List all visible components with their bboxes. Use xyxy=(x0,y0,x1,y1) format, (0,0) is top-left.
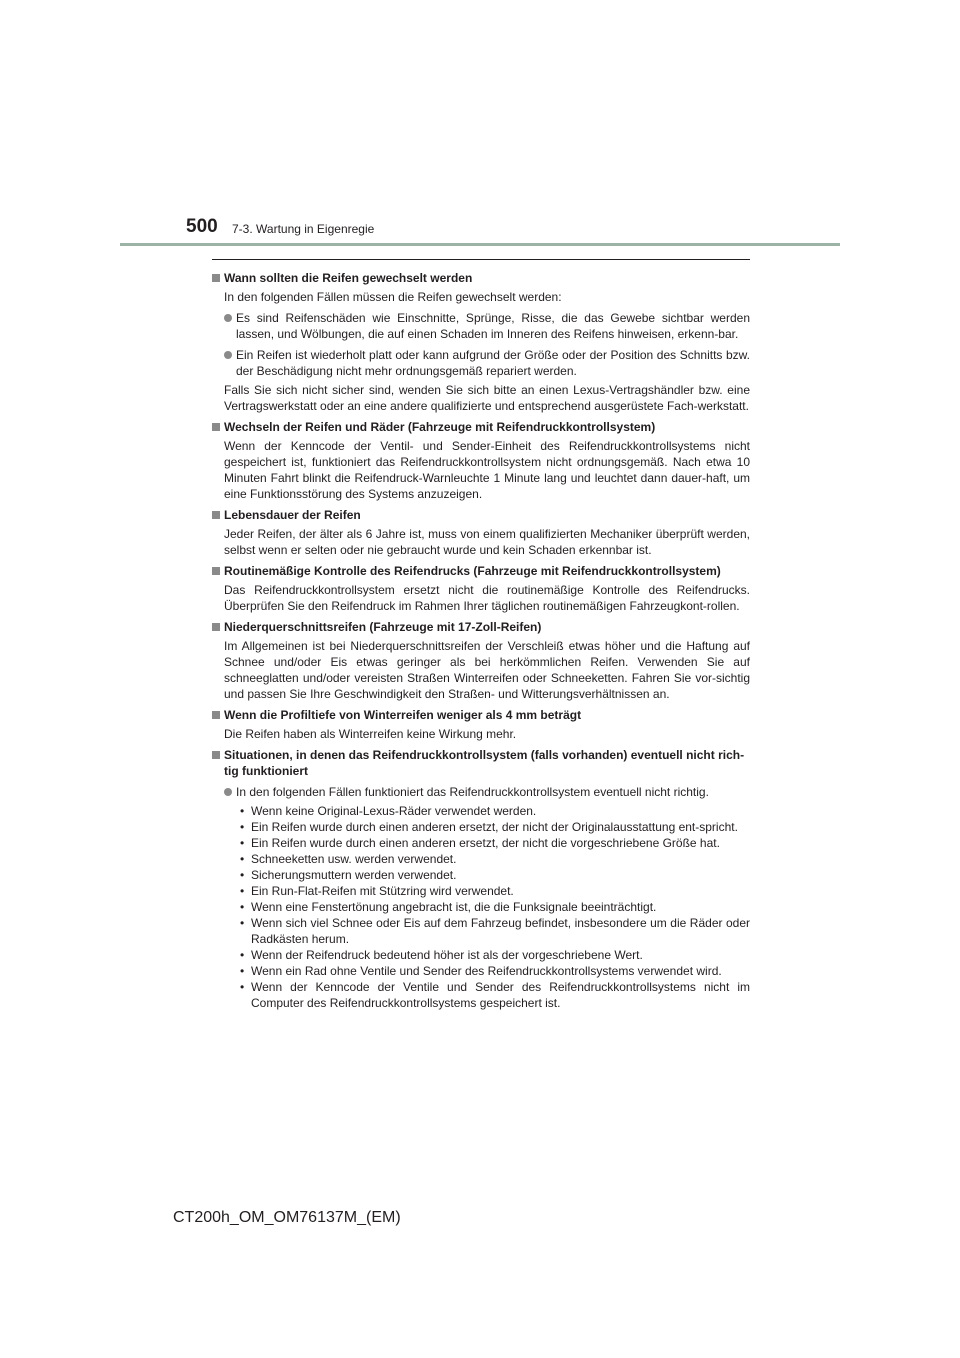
list-item-text: Ein Reifen wurde durch einen anderen ersetzt, der nicht die vorgeschriebene Größe hat. xyxy=(251,836,720,850)
section-heading xyxy=(212,507,750,523)
list-item-text: Wenn ein Rad ohne Ventile und Sender des Reifendruckkontrollsystems verwendet wird. xyxy=(251,964,722,978)
dot-marker-icon: • xyxy=(240,964,245,978)
section-heading xyxy=(212,619,750,635)
section-heading-text: Wenn die Profiltiefe von Winterreifen weniger als 4 mm beträgt xyxy=(224,708,582,722)
section-heading-text: Wechseln der Reifen und Räder (Fahrzeuge mit Reifendruckkontrollsystem) xyxy=(224,420,656,434)
bullet-text: Ein Reifen ist wiederholt platt oder kann aufgrund der Größe oder der Position des Schnitts bzw. der Beschädigung nicht mehr ordnungsgemäß repariert werden. xyxy=(236,348,750,378)
bullet-text: In den folgenden Fällen funktioniert das Reifendruckkontrollsystem eventuell nicht richtig. xyxy=(236,785,709,799)
content-body xyxy=(212,270,750,1016)
dot-marker-icon: • xyxy=(240,980,245,994)
section-low-profile-tires xyxy=(212,619,750,702)
dot-marker-icon: • xyxy=(240,820,245,834)
dot-marker-icon: • xyxy=(240,852,245,866)
section-heading xyxy=(212,270,750,286)
section-paragraph: Wenn der Kenncode der Ventil- und Sender-Einheit des Reifendruckkontrollsystems nicht gespeichert ist, funktioniert das Reifendruckkontrollsystem nicht ordnungsgemäß. Nach etwa 10 Minuten Fahrt blinkt die Reifendruck-Warnleuchte 1 Minute lang und leuchtet dann dauer-haft, um eine Funktionsstörung des Systems anzuzeigen. xyxy=(224,439,750,501)
section-paragraph: Im Allgemeinen ist bei Niederquerschnittsreifen der Verschleiß etwas höher und die Haftung auf Schnee und/oder Eis etwas geringer als bei herkömmlichen Reifen. Verwenden Sie auf schneeglatten und/oder vereisten Straßen Winterreifen oder Schneeketten. Fahren Sie vor-sichtig und passen Sie Ihre Geschwindigkeit den Straßen- und Witterungsverhältnissen an. xyxy=(224,639,750,701)
square-bullet-icon xyxy=(212,711,220,719)
list-item-text: Wenn sich viel Schnee oder Eis auf dem Fahrzeug befindet, insbesondere um die Räder oder Radkästen herum. xyxy=(251,916,750,946)
list-item xyxy=(212,803,750,819)
bullet-item xyxy=(212,347,750,379)
document-code: CT200h_OM_OM76137M_(EM) xyxy=(173,1209,401,1226)
dot-marker-icon: • xyxy=(240,884,245,898)
section-paragraph: In den folgenden Fällen müssen die Reifen gewechselt werden: xyxy=(224,290,562,304)
list-item xyxy=(212,883,750,899)
list-item xyxy=(212,835,750,851)
section-heading xyxy=(212,419,750,435)
dot-marker-icon: • xyxy=(240,804,245,818)
section-tire-replacement xyxy=(212,270,750,414)
section-heading-text: Niederquerschnittsreifen (Fahrzeuge mit 17-Zoll-Reifen) xyxy=(224,620,542,634)
list-item-text: Wenn eine Fenstertönung angebracht ist, die die Funksignale beeinträchtigt. xyxy=(251,900,657,914)
list-item-text: Sicherungsmuttern werden verwendet. xyxy=(251,868,457,882)
circle-bullet-icon xyxy=(224,351,232,359)
square-bullet-icon xyxy=(212,274,220,282)
list-item xyxy=(212,867,750,883)
section-heading xyxy=(212,563,750,579)
list-item-text: Ein Run-Flat-Reifen mit Stützring wird verwendet. xyxy=(251,884,514,898)
section-paragraph: Das Reifendruckkontrollsystem ersetzt nicht die routinemäßige Kontrolle des Reifendrucks. Überprüfen Sie den Reifendruck im Rahmen Ihrer täglichen routinemäßigen Fahrzeugkont-rollen. xyxy=(224,583,750,613)
section-winter-tire-tread xyxy=(212,707,750,742)
section-heading-text: Situationen, in denen das Reifendruckkontrollsystem (falls vorhanden) eventuell nicht rich-tig funktioniert xyxy=(224,748,745,778)
section-heading xyxy=(212,707,750,723)
square-bullet-icon xyxy=(212,751,220,759)
section-routine-pressure-check xyxy=(212,563,750,614)
section-paragraph: Falls Sie sich nicht sicher sind, wenden Sie sich bitte an einen Lexus-Vertragshändler bzw. eine Vertragswerkstatt oder an eine andere qualifizierte und entsprechend ausgerüstete Fach-werkstatt. xyxy=(224,383,750,413)
section-tire-life xyxy=(212,507,750,558)
list-item-text: Wenn keine Original-Lexus-Räder verwendet werden. xyxy=(251,804,537,818)
dot-marker-icon: • xyxy=(240,868,245,882)
list-item-text: Ein Reifen wurde durch einen anderen ersetzt, der nicht der Originalausstattung ent-spricht. xyxy=(251,820,738,834)
circle-bullet-icon xyxy=(224,788,232,796)
dot-marker-icon: • xyxy=(240,900,245,914)
content-top-rule xyxy=(212,259,750,260)
bullet-item xyxy=(212,784,750,800)
section-title: 7-3. Wartung in Eigenregie xyxy=(232,222,375,236)
list-item xyxy=(212,915,750,947)
section-tpms-malfunction-situations xyxy=(212,747,750,1011)
square-bullet-icon xyxy=(212,567,220,575)
circle-bullet-icon xyxy=(224,314,232,322)
section-changing-tires-wheels xyxy=(212,419,750,502)
section-heading-text: Lebensdauer der Reifen xyxy=(224,508,361,522)
bullet-text: Es sind Reifenschäden wie Einschnitte, Sprünge, Risse, die das Gewebe sichtbar werden lassen, und Wölbungen, die auf einen Schaden im Inneren des Reifens hinweisen, erkenn-bar. xyxy=(236,311,750,341)
list-item xyxy=(212,819,750,835)
square-bullet-icon xyxy=(212,623,220,631)
sub-list xyxy=(212,803,750,1011)
square-bullet-icon xyxy=(212,423,220,431)
list-item-text: Wenn der Reifendruck bedeutend höher ist als der vorgeschriebene Wert. xyxy=(251,948,643,962)
bullet-item xyxy=(212,310,750,342)
dot-marker-icon: • xyxy=(240,948,245,962)
list-item xyxy=(212,947,750,963)
section-heading-text: Routinemäßige Kontrolle des Reifendrucks (Fahrzeuge mit Reifendruckkontrollsystem) xyxy=(224,564,721,578)
section-paragraph: Die Reifen haben als Winterreifen keine Wirkung mehr. xyxy=(224,727,517,741)
section-heading xyxy=(212,747,750,779)
list-item-text: Schneeketten usw. werden verwendet. xyxy=(251,852,457,866)
page-number: 500 xyxy=(186,216,218,237)
list-item xyxy=(212,851,750,867)
list-item xyxy=(212,963,750,979)
header-rule xyxy=(120,243,840,246)
list-item xyxy=(212,899,750,915)
list-item xyxy=(212,979,750,1011)
section-heading-text: Wann sollten die Reifen gewechselt werden xyxy=(224,271,473,285)
dot-marker-icon: • xyxy=(240,836,245,850)
list-item-text: Wenn der Kenncode der Ventile und Sender des Reifendruckkontrollsystems nicht im Computer des Reifendruckkontrollsystems gespeichert ist. xyxy=(251,980,750,1010)
section-paragraph: Jeder Reifen, der älter als 6 Jahre ist, muss von einem qualifizierten Mechaniker überprüft werden, selbst wenn er selten oder nie gebraucht wurde und kein Schaden erkennbar ist. xyxy=(224,527,750,557)
square-bullet-icon xyxy=(212,511,220,519)
dot-marker-icon: • xyxy=(240,916,245,930)
